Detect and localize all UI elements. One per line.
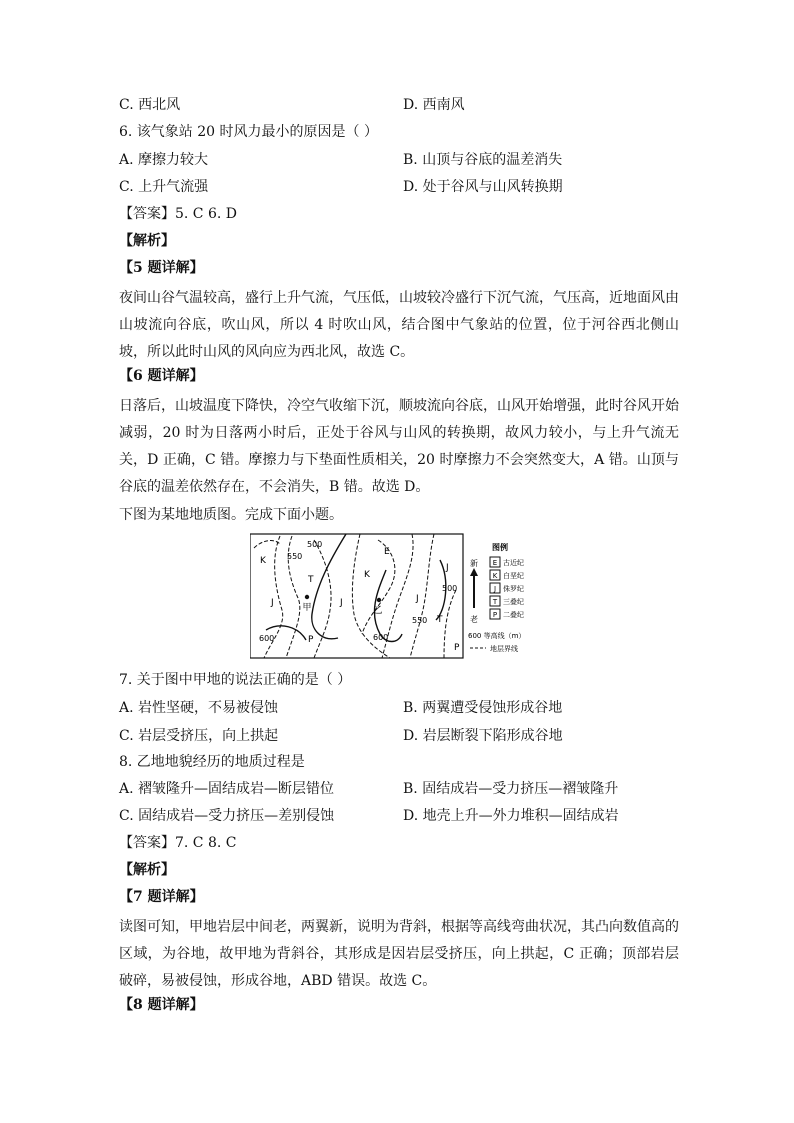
legend-label: 白垩纪	[503, 572, 524, 580]
strata-label: J	[340, 598, 343, 608]
strata-label: K	[260, 556, 266, 566]
q7-detail-text: 读图可知，甲地岩层中间老，两翼新，说明为背斜，根据等高线弯曲状况，其凸向数值高的区域，为谷地，故甲地为背斜谷，其形成是因岩层受挤压，向上拱起，C 正确；顶部岩层破碎，易被侵蚀，形成谷地，ABD 错误。故选 C。	[119, 919, 679, 989]
age-arrow-head	[470, 568, 478, 576]
legend-code: T	[492, 598, 498, 606]
q6-option-a: A. 摩擦力较大	[119, 152, 209, 168]
contour-value: 550	[412, 616, 428, 625]
q6-detail-text: 日落后，山坡温度下降快，冷空气收缩下沉，顺坡流向谷底，山风开始增强，此时谷风开始减弱，20 时为日落两小时后，正处于谷风与山风的转换期，故风力较小，与上升气流无关，D 正确，C 错。摩擦力与下垫面性质相关，20 时摩擦力不会突然变大，A 错。山顶与谷底的温差依然存在，不会消失，B 错。故选 D。	[119, 398, 679, 495]
legend-item-p	[490, 609, 524, 619]
strata-label: P	[454, 643, 460, 653]
q6-option-c: C. 上升气流强	[119, 179, 209, 195]
contour-value: 500	[442, 584, 458, 593]
q7-option-d: D. 岩层断裂下陷形成谷地	[403, 728, 563, 744]
strata-label: J	[271, 598, 274, 608]
legend-label: 三叠纪	[503, 598, 524, 606]
q7-option-c: C. 岩层受挤压，向上拱起	[119, 728, 279, 744]
q7-option-b: B. 两翼遭受侵蚀形成谷地	[403, 700, 563, 716]
legend-code: E	[492, 559, 498, 567]
q8-option-d: D. 地壳上升—外力堆积—固结成岩	[403, 808, 619, 824]
intro-7-8: 下图为某地地质图。完成下面小题。	[119, 507, 343, 523]
strata-label: J	[416, 594, 419, 604]
legend-boundary: 地层界线	[490, 645, 518, 653]
point-yi-label: 乙	[373, 606, 383, 616]
q5-detail-text: 夜间山谷气温较高，盛行上升气流，气压低，山坡较冷盛行下沉气流，气压高，近地面风由山坡流向谷底，吹山风，所以 4 时吹山风，结合图中气象站的位置，位于河谷西北侧山坡，所以此时山风的风向应为西北风，故选 C。	[119, 290, 679, 360]
arrow-new-label: 新	[470, 559, 478, 568]
contour-value: 550	[287, 552, 303, 561]
geologic-map-figure	[250, 530, 550, 660]
strata-label: T	[308, 575, 314, 585]
legend-item-e	[490, 557, 524, 567]
contour-value: 600	[373, 633, 389, 642]
q6-detail-label: 【6 题详解】	[119, 368, 204, 384]
legend-item-k	[490, 570, 524, 580]
strata-label: E	[384, 547, 390, 557]
contour-value: 500	[307, 540, 323, 549]
strata-label: K	[364, 570, 370, 580]
legend-label: 侏罗纪	[503, 585, 524, 593]
q5-option-c: C. 西北风	[119, 97, 181, 113]
q7-stem: 7. 关于图中甲地的说法正确的是（ ）	[119, 672, 352, 688]
q8-option-b: B. 固结成岩—受力挤压—褶皱隆升	[403, 781, 619, 797]
legend-code: J	[493, 585, 497, 593]
legend-code: P	[492, 611, 498, 619]
geologic-map	[250, 530, 550, 660]
q8-option-a: A. 褶皱隆升—固结成岩—断层错位	[119, 781, 335, 797]
contour-value: 600	[259, 634, 275, 643]
legend-code: K	[492, 572, 498, 580]
arrow-old-label: 老	[470, 615, 478, 624]
q5-option-d: D. 西南风	[403, 97, 465, 113]
analysis-label-2: 【解析】	[119, 862, 175, 878]
q7-option-a: A. 岩性坚硬，不易被侵蚀	[119, 700, 279, 716]
q5-detail-label: 【5 题详解】	[119, 260, 204, 276]
q8-stem: 8. 乙地地貌经历的地质过程是	[119, 754, 305, 770]
analysis-label: 【解析】	[119, 233, 175, 249]
q8-detail-label: 【8 题详解】	[119, 997, 204, 1013]
q6-stem: 6. 该气象站 20 时风力最小的原因是（ ）	[119, 124, 378, 140]
strata-label: P	[308, 635, 314, 645]
legend-label: 古近纪	[503, 559, 524, 567]
legend-item-t	[490, 596, 524, 606]
q7-detail-label: 【7 题详解】	[119, 889, 204, 905]
legend-label: 二叠纪	[503, 611, 524, 619]
legend-item-j	[490, 583, 524, 593]
strata-label: T	[437, 615, 443, 625]
q8-option-c: C. 固结成岩—受力挤压—差别侵蚀	[119, 808, 335, 824]
q6-option-b: B. 山顶与谷底的温差消失	[403, 152, 563, 168]
point-jia-label: 甲	[302, 603, 312, 613]
answer-5-6: 【答案】5. C 6. D	[119, 206, 238, 222]
q6-option-d: D. 处于谷风与山风转换期	[403, 179, 563, 195]
legend-title: 图例	[492, 543, 508, 552]
legend-contour: 600 等高线（m）	[468, 632, 526, 640]
answer-7-8: 【答案】7. C 8. C	[119, 835, 237, 851]
strata-label: J	[446, 563, 449, 573]
point-jia-marker	[305, 595, 309, 599]
point-yi-marker	[377, 598, 381, 602]
